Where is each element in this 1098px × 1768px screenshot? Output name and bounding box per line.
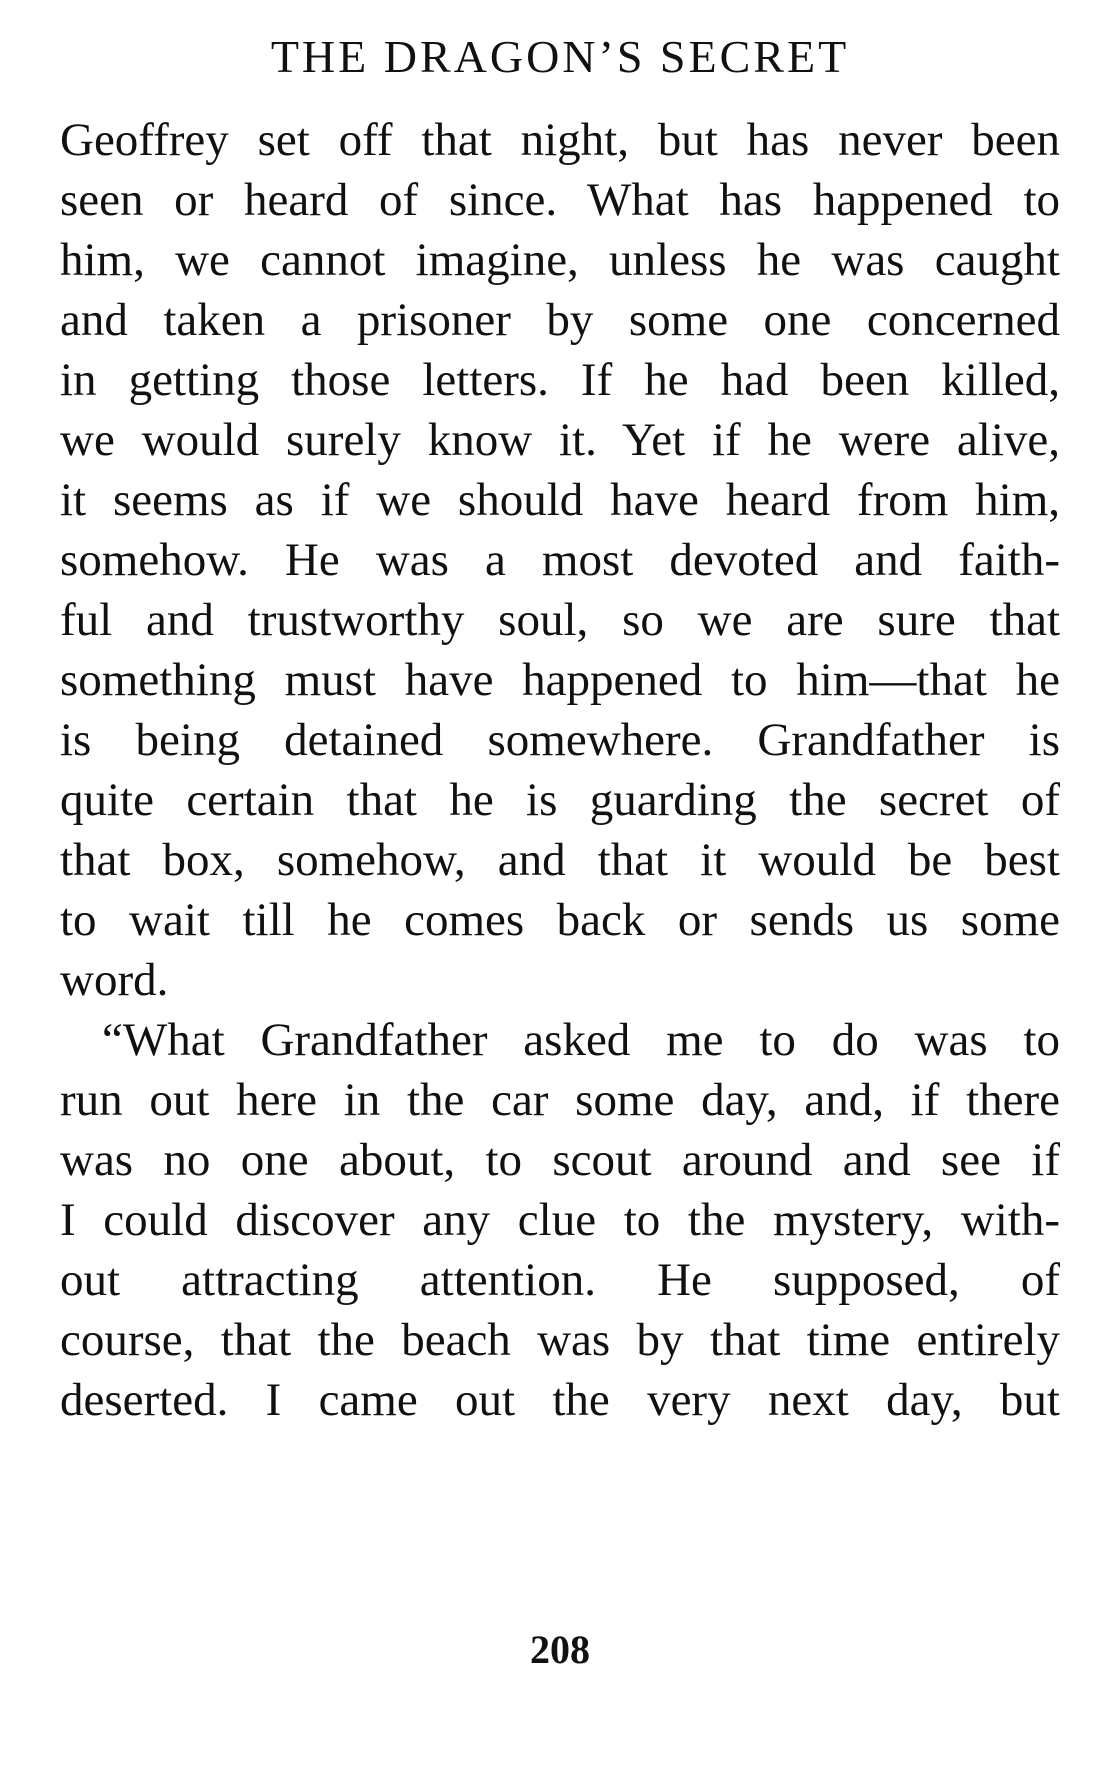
page-number: 208 <box>530 1627 590 1672</box>
text-line: out attracting attention. He supposed, of <box>60 1254 1060 1306</box>
running-head: THE DRAGON’S SECRET <box>270 31 850 82</box>
text-line: is being detained somewhere. Grandfather is <box>60 714 1060 766</box>
text-line: word. <box>60 954 169 1006</box>
text-line: deserted. I came out the very next day, but <box>60 1374 1060 1426</box>
text-line: ful and trustworthy soul, so we are sure that <box>60 594 1060 646</box>
text-line: that box, somehow, and that it would be best <box>60 834 1060 886</box>
text-line: something must have happened to him—that he <box>60 654 1060 706</box>
text-line: quite certain that he is guarding the secret of <box>60 774 1060 826</box>
text-line: course, that the beach was by that time entirely <box>60 1314 1060 1366</box>
text-line: somehow. He was a most devoted and faith- <box>60 534 1060 586</box>
text-line: was no one about, to scout around and see if <box>60 1134 1060 1186</box>
book-page <box>60 0 1060 1768</box>
text-line: Geoffrey set off that night, but has never been <box>60 114 1060 166</box>
text-line: I could discover any clue to the mystery, with- <box>60 1194 1060 1246</box>
text-line: it seems as if we should have heard from him, <box>60 474 1060 526</box>
text-line: and taken a prisoner by some one concerned <box>60 294 1060 346</box>
text-line: we would surely know it. Yet if he were alive, <box>60 414 1060 466</box>
text-line: “What Grandfather asked me to do was to <box>102 1014 1060 1066</box>
text-line: to wait till he comes back or sends us some <box>60 894 1060 946</box>
text-line: in getting those letters. If he had been killed, <box>60 354 1060 406</box>
text-line: run out here in the car some day, and, if there <box>60 1074 1060 1126</box>
text-line: seen or heard of since. What has happened to <box>60 174 1060 226</box>
text-line: him, we cannot imagine, unless he was caught <box>60 234 1060 286</box>
